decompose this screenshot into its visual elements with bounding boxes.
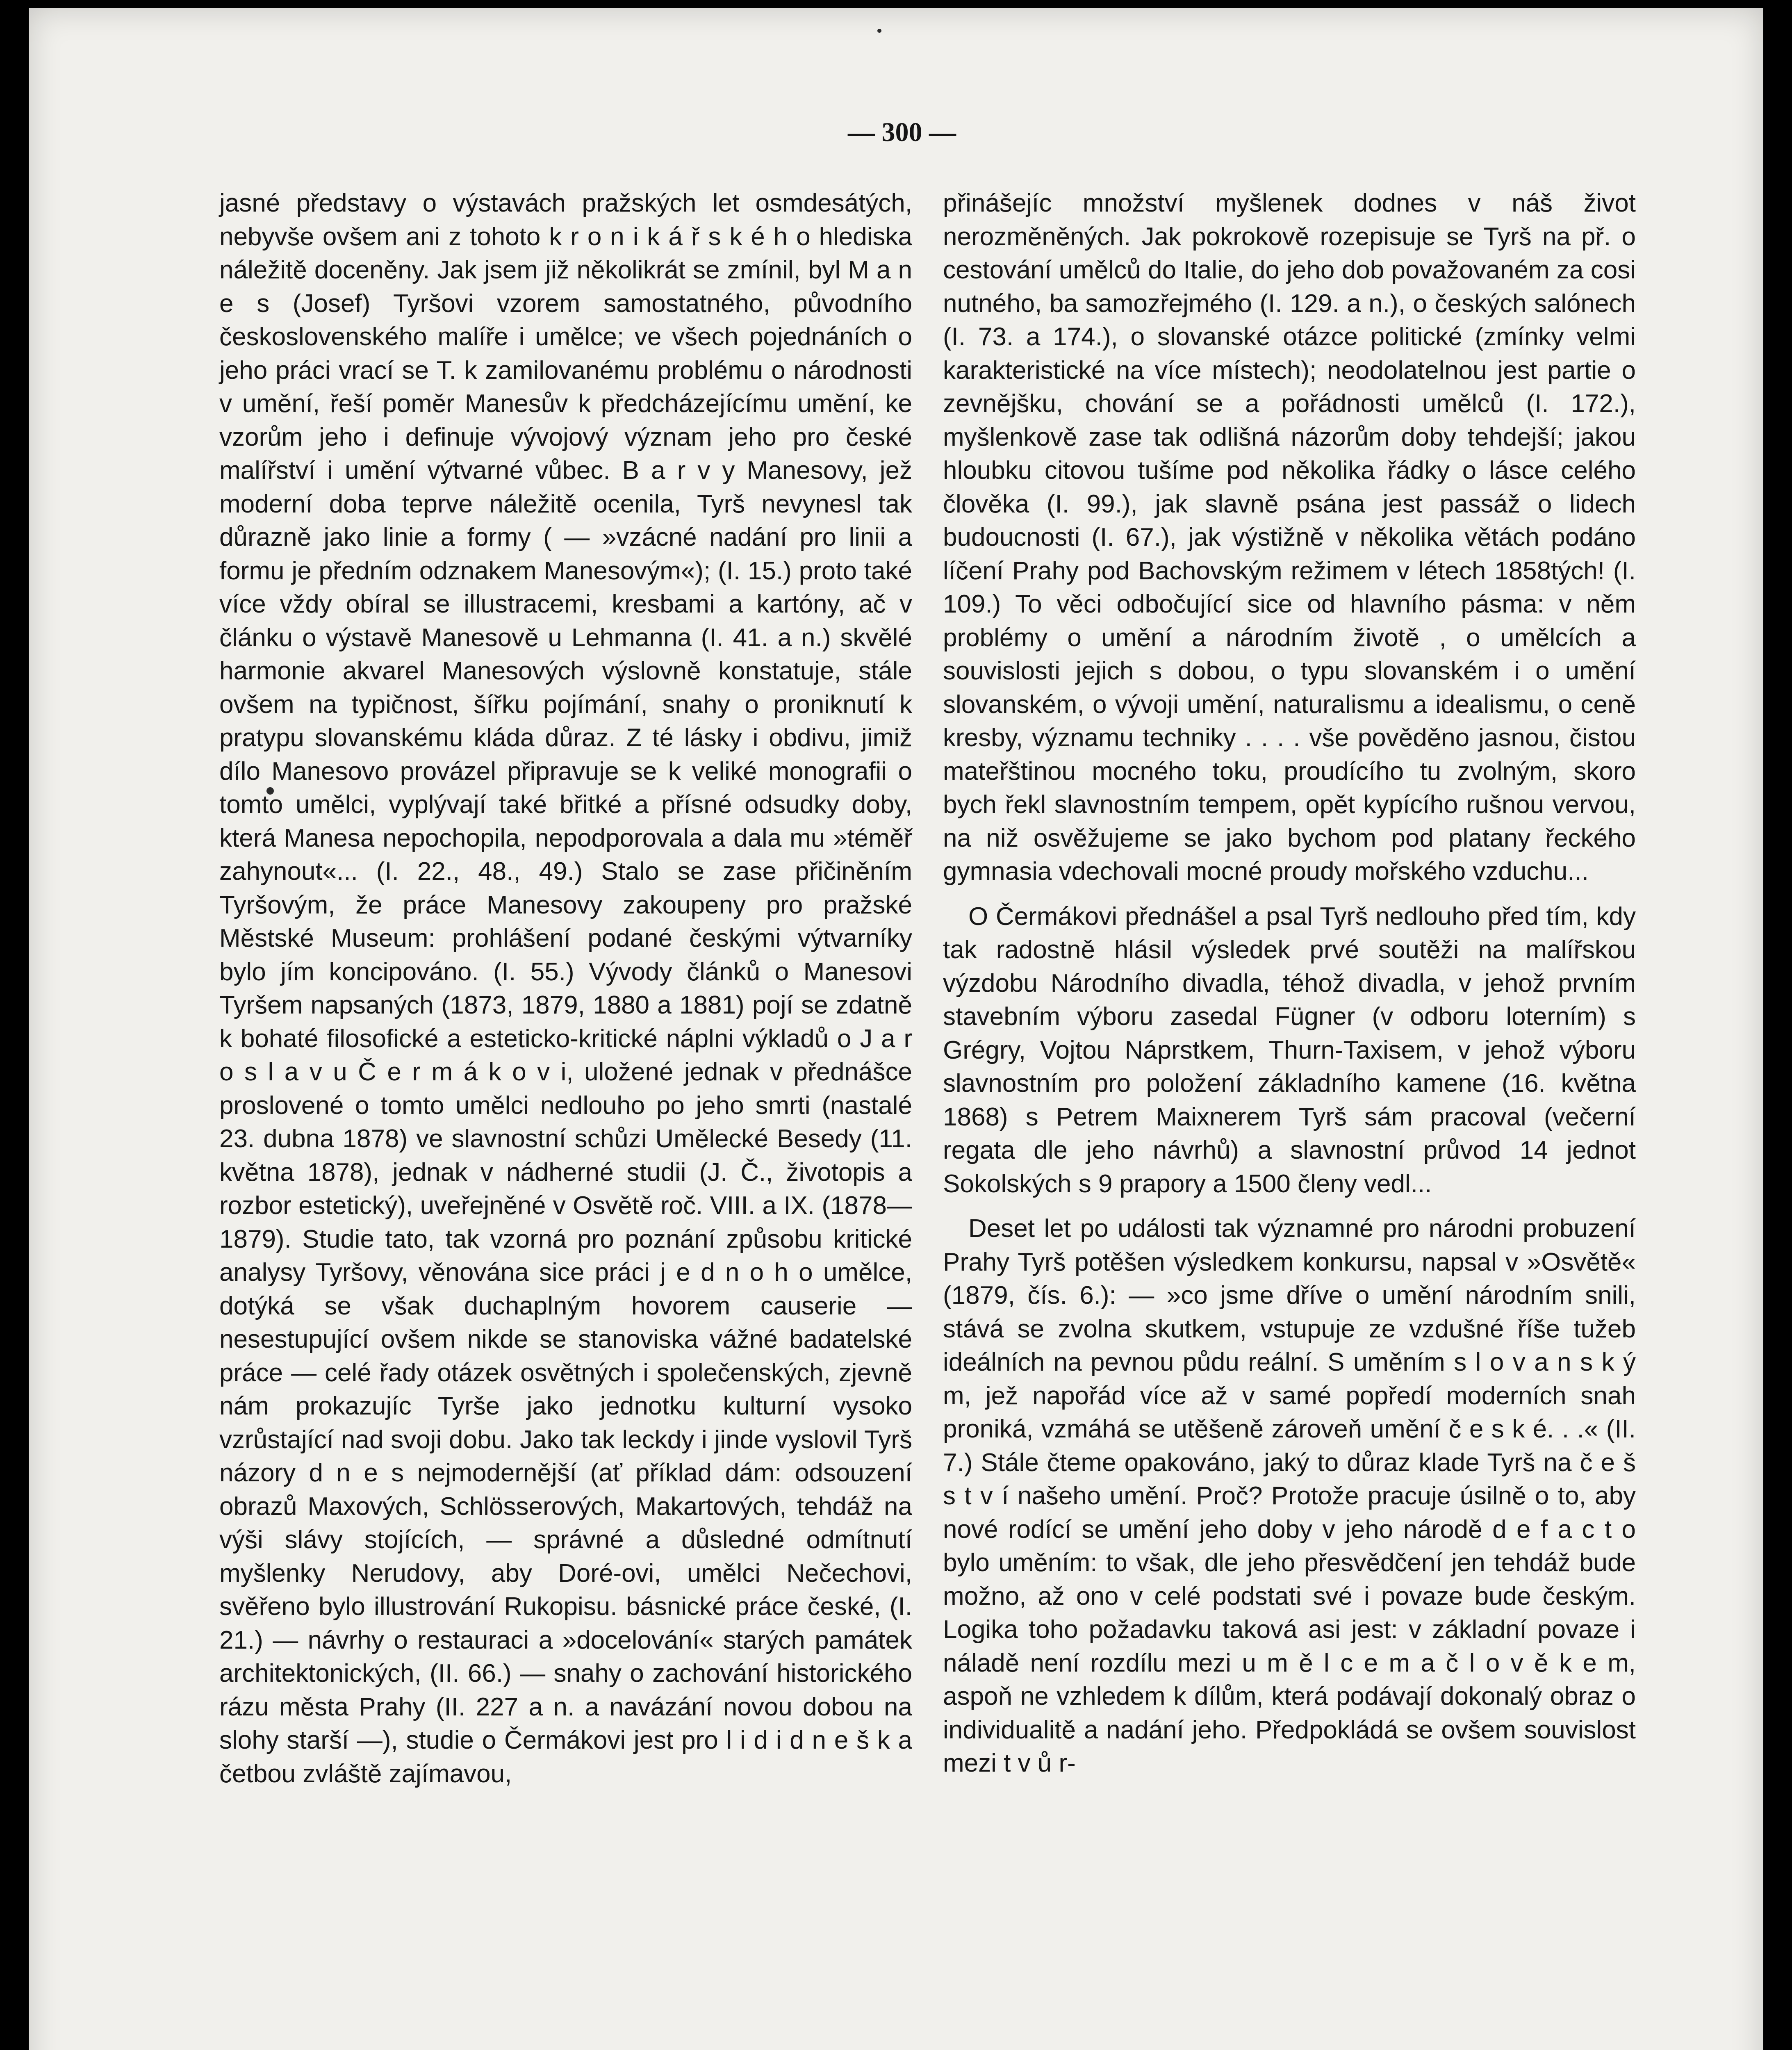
right-text-column: [943, 187, 1636, 1792]
page-number: — 300 —: [848, 117, 956, 147]
body-paragraph: Deset let po události tak významné pro národni probuzení Prahy Tyrš potěšen výsledkem konkursu, napsal v »Osvětě« (1879, čís. 6.): — »co jsme dříve o umění národním snili, stává se zvolna skutkem, vstupuje ze vzdušné říše tužeb ideálních na pevnou půdu reální. S uměním s l o v a n s k ý m, jež napořád více až v samé popředí moderních snah proniká, vzmáhá se utěšeně zároveň umění č e s k é. . .« (II. 7.) Stále čteme opakováno, jaký to důraz klade Tyrš na č e š s t v í našeho umění. Proč? Protože pracuje úsilně o to, aby nové rodící se umění jeho doby v jeho národě d e f a c t o bylo uměním: to však, dle jeho přesvědčení jen tehdáž bude možno, až ono v celé podstati své i povaze bude českým. Logika toho požadavku taková asi jest: v základní povaze i náladě není rozdílu mezi u m ě l c e m a č l o v ě k e m, aspoň ne vzhledem k dílům, která podávají dokonalý obraz o individualitě a nadání jeho. Předpokládá se ovšem souvislost mezi t v ů r-: [943, 1214, 1636, 1777]
dust-speck: [877, 29, 881, 33]
body-paragraph: O Čermákovi přednášel a psal Tyrš nedlouho před tím, kdy tak radostně hlásil výsledek prvé soutěži na malířskou výzdobu Národního divadla, téhož divadla, v jehož prvním stavebním výboru zasedal Fügner (v odboru loterním) s Grégry, Vojtou Náprstkem, Thurn-Taxisem, v jehož výboru slavnostním pro položení základního kamene (16. května 1868) s Petrem Maixnerem Tyrš sám pracoval (večerní regata dle jeho návrhů) a slavnostní průvod 14 jednot Sokolských s 9 prapory a 1500 členy vedl...: [943, 902, 1636, 1198]
body-paragraph: přinášejíc množství myšlenek dodnes v náš život nerozměněných. Jak pokrokově rozepisuje se Tyrš na př. o cestování umělců do Italie, do jeho dob považovaném za cosi nutného, ba samozřejmého (I. 129. a n.), o českých salónech (I. 73. a 174.), o slovanské otázce politické (zmínky velmi karakteristické na více místech); neodolatelnou jest partie o zevnějšku, chování se a pořádnosti umělců (I. 172.), myšlenkově zase tak odlišná názorům doby tehdejší; jakou hloubku citovou tušíme pod několika řádky o lásce celého člověka (I. 99.), jak slavně psána jest passáž o lidech budoucnosti (I. 67.), jak výstižně v několika větách podáno líčení Prahy pod Bachovským režimem v létech 1858tých! (I. 109.) To věci odbočující sice od hlavního pásma: v něm problémy o umění a národním životě , o umělcích a souvislosti jejich s dobou, o typu slovanském i o umění slovanském, o vývoji umění, naturalismu a idealismu, o ceně kresby, významu techniky . . . . vše pověděno jasnou, čistou mateřštinou mocného toku, proudícího tu zvolným, skoro bych řekl slavnostním tempem, opět kypícího rušnou vervou, na niž osvěžujeme se jako bychom pod platany řeckého gymnasia vdechovali mocné proudy mořského vzduchu...: [943, 189, 1636, 886]
left-text-column: [219, 187, 912, 1802]
body-paragraph: jasné představy o výstavách pražských let osmdesátých, nebyvše ovšem ani z tohoto k r o n i k á ř s k é h o hlediska náležitě doceněny. Jak jsem již několikrát se zmínil, byl M a n e s (Josef) Tyršovi vzorem samostatného, původního československého malíře i umělce; ve všech pojednáních o jeho práci vrací se T. k zamilovanému problému o národnosti v umění, řeší poměr Manesův k předcházejícímu umění, ke vzorům jeho i definuje vývojový význam jeho pro české malířství i umění výtvarné vůbec. B a r v y Manesovy, jež moderní doba teprve náležitě ocenila, Tyrš nevynesl tak důrazně jako linie a formy ( — »vzácné nadání pro linii a formu je předním odznakem Manesovým«); (I. 15.) proto také více vždy obíral se illustracemi, kresbami a kartóny, ač v článku o výstavě Manesově u Lehmanna (I. 41. a n.) skvělé harmonie akvarel Manesových výslovně konstatuje, stále ovšem na typičnost, šířku pojímání, snahy o proniknutí k pratypu slovanskému kláda důraz. Z té lásky i obdivu, jimiž dílo Manesovo provázel připravuje se k veliké monografii o tomto umělci, vyplývají také břitké a přísné odsudky doby, která Manesa nepochopila, nepodporovala a dala mu »téměř zahynout«... (I. 22., 48., 49.) Stalo se zase přičiněním Tyršovým, že práce Manesovy zakoupeny pro pražské Městské Museum: prohlášení podané českými výtvarníky bylo jím koncipováno. (I. 55.) Vývody článků o Manesovi Tyršem napsaných (1873, 1879, 1880 a 1881) pojí se zdatně k bohaté filosofické a esteticko-kritické náplni výkladů o J a r o s l a v u Č e r m á k o v i, uložené jednak v přednášce proslovené o tomto umělci nedlouho po jeho smrti (nastalé 23. dubna 1878) ve slavnostní schůzi Umělecké Besedy (11. května 1878), jednak v nádherné studii (J. Č., životopis a rozbor estetický), uveřejněné v Osvětě roč. VIII. a IX. (1878—1879). Studie tato, tak vzorná pro poznání způsobu kritické analysy Tyršovy, věnována sice práci j e d n o h o umělce, dotýká se však duchaplným hovorem causerie — nesestupující ovšem nikde se stanoviska vážné badatelské práce — celé řady otázek osvětných i společenských, zjevně nám prokazujíc Tyrše jako jednotku kulturní vysoko vzrůstající nad svoji dobu. Jako tak leckdy i jinde vyslovil Tyrš názory d n e s nejmodernější (ať příklad dám: odsouzení obrazů Maxových, Schlösserových, Makartových, tehdáž na výši slávy stojících, — správné a důsledné odmítnutí myšlenky Nerudovy, aby Doré-ovi, umělci Nečechovi, svěřeno bylo illustrování Rukopisu. básnické práce české, (I. 21.) — návrhy o restauraci a »docelování« starých památek architektonických, (II. 66.) — snahy o zachování historického rázu města Prahy (II. 227 a n. a navázání novou dobou na slohy starší —), studie o Čermákovi jest pro l i d i d n e š k a četbou zvláště zajímavou,: [219, 189, 912, 1788]
